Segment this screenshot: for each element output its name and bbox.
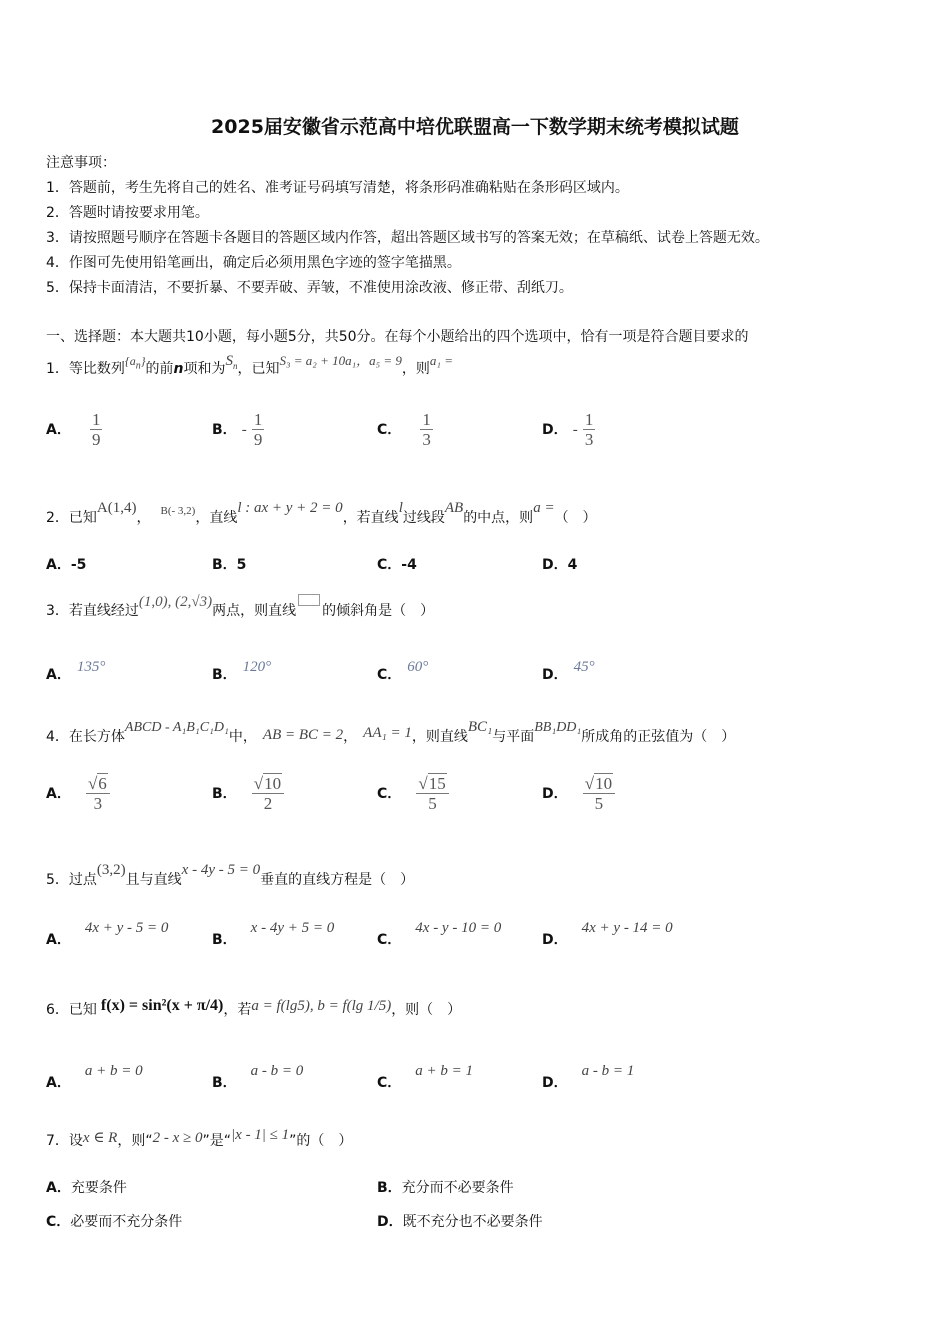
- frac-num: 1: [91, 410, 101, 429]
- option-value: 45°: [573, 659, 595, 675]
- q1-text-n: n: [173, 361, 184, 377]
- q3-option-b[interactable]: [212, 659, 272, 684]
- q7-option-c[interactable]: [46, 1211, 182, 1231]
- q1-math-condition: S₃ = a₂ + 10a₁，a₅ = 9: [279, 353, 402, 368]
- fraction: [90, 410, 103, 449]
- question-5: [46, 862, 415, 889]
- q4-math-plane: BB₁DD₁: [534, 720, 582, 735]
- fraction: [252, 410, 265, 449]
- q3-option-d[interactable]: [542, 659, 595, 684]
- frac-den: 2: [263, 794, 273, 813]
- option-label: B．: [212, 932, 237, 948]
- option-label: C．: [46, 1214, 71, 1230]
- option-value: 4: [567, 557, 578, 573]
- frac-den: 9: [253, 430, 263, 449]
- q3-option-a[interactable]: [46, 659, 106, 684]
- q1-option-c[interactable]: [377, 410, 433, 449]
- frac-num: 1: [422, 410, 431, 429]
- option-label: A．: [46, 786, 71, 802]
- q2-math-line: l : ax + y + 2 = 0: [237, 500, 343, 516]
- q6-text-1: 已知: [68, 1002, 97, 1018]
- q6-option-b[interactable]: [212, 1063, 304, 1092]
- question-7: [46, 1127, 353, 1150]
- fraction: [420, 410, 433, 449]
- q4-math-ab: AB = BC = 2: [262, 727, 344, 743]
- option-value: a + b = 1: [415, 1063, 474, 1079]
- q1-text-4: ，已知: [237, 361, 280, 377]
- frac-den: 5: [594, 794, 604, 813]
- sign: -: [572, 422, 578, 438]
- option-label: A．: [46, 932, 71, 948]
- option-label: B．: [212, 422, 237, 438]
- q2-math-a: a =: [533, 500, 555, 516]
- option-label: B．: [377, 1180, 402, 1196]
- note-item-3: 3．请按照题号顺序在答题卡各题目的答题区域内作答，超出答题区域书写的答案无效；在草稿纸、试卷上答题无效。: [46, 230, 769, 246]
- q5-option-c[interactable]: [377, 920, 502, 949]
- q6-option-a[interactable]: [46, 1063, 143, 1092]
- q3-text-3: 的倾斜角是（ ）: [322, 603, 435, 619]
- notes-header: 注意事项：: [46, 155, 116, 171]
- option-label: D．: [377, 1214, 403, 1230]
- option-value: 4x + y - 14 = 0: [581, 920, 673, 936]
- radicand: 6: [98, 774, 107, 793]
- q1-option-b[interactable]: [212, 410, 264, 449]
- note-item-2: 2．答题时请按要求用笔。: [46, 205, 209, 221]
- question-number: 2．: [46, 510, 69, 526]
- q4-text-4: 与平面: [492, 729, 535, 745]
- q5-text-2: 且与直线: [125, 872, 182, 888]
- radicand: 15: [428, 774, 446, 793]
- option-value: 135°: [76, 659, 106, 675]
- question-number: 7．: [46, 1133, 69, 1149]
- option-label: B．: [212, 1075, 237, 1091]
- q1-text-3: 项和为: [183, 361, 226, 377]
- q1-text-5: ，则: [401, 361, 430, 377]
- frac-den: 3: [422, 430, 431, 449]
- q5-text-1: 过点: [68, 872, 97, 888]
- q7-math-cond2: |x - 1| ≤ 1: [231, 1127, 290, 1143]
- option-value: 5: [236, 557, 247, 573]
- frac-den: 3: [584, 430, 594, 449]
- q7-math-cond1: 2 - x ≥ 0: [152, 1130, 203, 1146]
- option-label: A．: [46, 422, 71, 438]
- option-label: D．: [542, 786, 568, 802]
- option-label: D．: [542, 667, 568, 683]
- q4-text-5: 所成角的正弦值为（ ）: [581, 729, 736, 745]
- fraction: [416, 774, 448, 813]
- q1-math-sn: [226, 353, 238, 369]
- frac-den: 3: [93, 794, 103, 813]
- q6-text-3: ，则（ ）: [391, 1002, 462, 1018]
- q5-option-a[interactable]: [46, 920, 169, 949]
- question-number: 1．: [46, 361, 69, 377]
- q2-text-6: （ ）: [554, 510, 597, 526]
- option-value: 4x + y - 5 = 0: [84, 920, 169, 936]
- q5-math-point: (3,2): [96, 862, 126, 878]
- option-label: B．: [212, 667, 237, 683]
- option-value: 必要而不充分条件: [70, 1214, 183, 1230]
- sign: -: [241, 422, 247, 438]
- option-label: C．: [377, 557, 402, 573]
- option-label: B．: [212, 557, 237, 573]
- q7-text-2: ，则“: [117, 1133, 153, 1149]
- fraction: [86, 774, 110, 813]
- question-number: 4．: [46, 729, 69, 745]
- q4-math-box: ABCD - A₁B₁C₁D₁: [124, 720, 229, 735]
- option-value: 60°: [407, 659, 429, 675]
- option-label: C．: [377, 667, 402, 683]
- q1-math-seq-open: {a: [124, 354, 136, 368]
- option-value: a - b = 1: [581, 1063, 635, 1079]
- question-1: [46, 353, 453, 379]
- q2-text-5: 的中点，则: [463, 510, 534, 526]
- q5-option-d[interactable]: [542, 920, 673, 949]
- option-label: D．: [542, 422, 568, 438]
- option-value: 充分而不必要条件: [401, 1180, 514, 1196]
- option-label: C．: [377, 422, 402, 438]
- fraction: [252, 774, 284, 813]
- frac-num: √10: [583, 774, 615, 794]
- option-value: 4x - y - 10 = 0: [415, 920, 502, 936]
- frac-num: √10: [252, 774, 284, 794]
- q2-math-point-a: A(1,4): [96, 500, 137, 516]
- frac-num: 1: [253, 410, 263, 429]
- q4-text-1: 在长方体: [68, 729, 125, 745]
- option-label: C．: [377, 786, 402, 802]
- q2-text-3: ，若直线: [342, 510, 399, 526]
- question-number: 5．: [46, 872, 69, 888]
- frac-num: 1: [584, 410, 594, 429]
- fraction: [583, 774, 615, 813]
- q7-math-set: x ∈ R: [82, 1130, 118, 1146]
- option-label: A．: [46, 667, 71, 683]
- q3-option-c[interactable]: [377, 659, 429, 684]
- q1-math-ask: a₁ =: [429, 353, 453, 368]
- q3-math-points: (1,0), (2,√3): [138, 594, 213, 610]
- option-label: D．: [542, 1075, 568, 1091]
- q7-option-d[interactable]: [377, 1211, 543, 1231]
- q2-option-b[interactable]: [212, 554, 246, 574]
- q3-text-2: 两点，则直线: [212, 603, 297, 619]
- q2-option-d[interactable]: [542, 554, 577, 574]
- q6-math-ab: a = f(lg5), b = f(lg 1/5): [251, 998, 392, 1014]
- note-item-4: 4．作图可先使用铅笔画出，确定后必须用黑色字迹的签字笔描黑。: [46, 255, 461, 271]
- option-label: C．: [377, 932, 402, 948]
- q7-option-a[interactable]: [46, 1177, 127, 1197]
- q6-text-2: ，若: [223, 1002, 252, 1018]
- option-value: a - b = 0: [250, 1063, 304, 1079]
- q1-text-2: 的前: [145, 361, 174, 377]
- q4-math-bc1: BC₁: [467, 719, 493, 735]
- q4-text-3: ，则直线: [411, 729, 468, 745]
- note-item-5: 5．保持卡面清洁，不要折暴、不要弄破、弄皱，不准使用涂改液、修正带、刮纸刀。: [46, 280, 573, 296]
- q3-math-placeholder-icon: [298, 594, 320, 606]
- radicand: 10: [595, 774, 613, 793]
- q4-math-aa1: AA₁ = 1: [363, 725, 412, 741]
- frac-num: √15: [416, 774, 448, 794]
- option-label: A．: [46, 557, 71, 573]
- option-value: -4: [401, 557, 417, 573]
- q1-option-a[interactable]: [46, 410, 102, 449]
- q2-option-a[interactable]: [46, 554, 86, 574]
- option-value: 120°: [242, 659, 272, 675]
- q2-text-1: 已知: [68, 510, 97, 526]
- question-6: [46, 999, 461, 1019]
- option-value: x - 4y + 5 = 0: [250, 920, 335, 936]
- q7-text-1: 设: [68, 1133, 83, 1149]
- option-label: A．: [46, 1075, 71, 1091]
- q1-math-sequence: [124, 354, 146, 372]
- question-number: 6．: [46, 1002, 69, 1018]
- q4-comma: ，: [343, 729, 358, 745]
- q1-math-seq-sub: n: [135, 360, 141, 372]
- q2-math-ab: AB: [444, 500, 464, 516]
- q1-math-s: S: [225, 353, 234, 369]
- option-label: C．: [377, 1075, 402, 1091]
- question-2: [46, 500, 597, 527]
- q2-math-l: l: [398, 500, 403, 516]
- q3-text-1: 若直线经过: [68, 603, 139, 619]
- option-label: D．: [542, 557, 568, 573]
- q6-math-function: f(x) = sin²(x + π/4): [100, 997, 224, 1014]
- fraction: [583, 410, 596, 449]
- q2-math-point-b: B(- 3,2): [160, 505, 196, 517]
- frac-num: √6: [86, 774, 110, 794]
- note-item-1: 1．答题前，考生先将自己的姓名、准考证号码填写清楚，将条形码准确粘贴在条形码区域内。: [46, 180, 629, 196]
- q6-option-d[interactable]: [542, 1063, 635, 1092]
- option-value: 既不充分也不必要条件: [402, 1214, 543, 1230]
- q1-option-d[interactable]: [542, 410, 595, 449]
- q4-text-2: 中，: [228, 729, 257, 745]
- frac-den: 5: [428, 794, 437, 813]
- q2-text-4: 过线段: [402, 510, 445, 526]
- option-value: -5: [70, 557, 87, 573]
- q6-option-c[interactable]: [377, 1063, 474, 1092]
- question-number: 3．: [46, 603, 69, 619]
- q2-text-2: ，直线: [195, 510, 238, 526]
- option-label: D．: [542, 932, 568, 948]
- q4-option-c[interactable]: [377, 774, 449, 813]
- section-header: 一、选择题：本大题共10小题，每小题5分，共50分。在每个小题给出的四个选项中，恰有一项是符合题目要求的: [46, 329, 749, 345]
- q1-text-1: 等比数列: [68, 361, 125, 377]
- question-3: [46, 594, 435, 620]
- q5-option-b[interactable]: [212, 920, 335, 949]
- q1-math-seq-close: }: [140, 354, 146, 368]
- page-title: 2025届安徽省示范高中培优联盟高一下数学期末统考模拟试题: [211, 116, 739, 138]
- q7-text-4: ”的（ ）: [289, 1133, 353, 1149]
- q1-math-s-sub: n: [233, 361, 238, 371]
- frac-den: 9: [91, 430, 101, 449]
- q4-option-b[interactable]: [212, 774, 284, 813]
- q2-option-c[interactable]: [377, 554, 417, 574]
- q4-option-d[interactable]: [542, 774, 615, 813]
- option-label: B．: [212, 786, 237, 802]
- question-4: [46, 719, 736, 746]
- q7-text-3: ”是“: [202, 1133, 232, 1149]
- q7-option-b[interactable]: [377, 1177, 514, 1197]
- option-value: a + b = 0: [84, 1063, 143, 1079]
- q5-text-3: 垂直的直线方程是（ ）: [260, 872, 415, 888]
- q2-comma: ，: [136, 510, 151, 526]
- option-label: A．: [46, 1180, 71, 1196]
- q5-math-line: x - 4y - 5 = 0: [181, 862, 261, 878]
- q4-option-a[interactable]: [46, 774, 110, 813]
- radicand: 10: [264, 774, 282, 793]
- option-value: 充要条件: [70, 1180, 127, 1196]
